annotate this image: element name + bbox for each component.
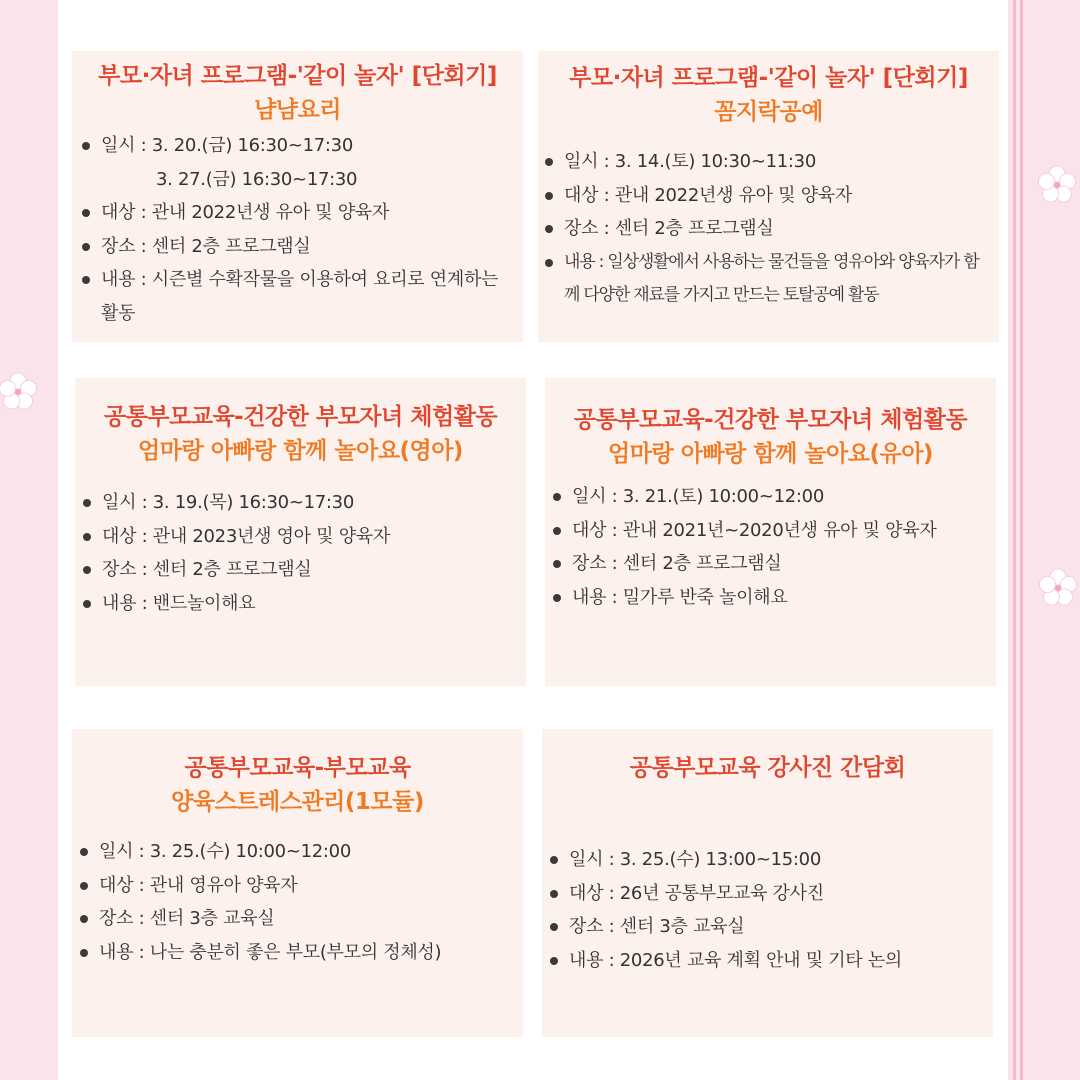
card-subtitle: 엄마랑 아빠랑 함께 놀아요(영아) (138, 438, 463, 464)
card-title: 공통부모교육 강사진 간담회 (629, 755, 906, 781)
bullet-icon (545, 259, 553, 267)
list-item: 일시 : 3. 19.(목) 16:30~17:30 (78, 486, 526, 520)
list-item: 일시 : 3. 14.(토) 10:30~11:30 (540, 145, 999, 179)
bullet-icon (80, 915, 88, 923)
card-title: 공통부모교육-부모교육 (184, 755, 411, 781)
flower-icon (1037, 165, 1077, 205)
flower-icon (1038, 568, 1078, 608)
card-title: 부모·자녀 프로그램-'같이 놀자' [단회기] (569, 65, 968, 91)
bullet-icon (80, 949, 88, 957)
flower-icon (0, 372, 38, 412)
bullet-icon (545, 192, 553, 200)
bullet-icon (550, 923, 558, 931)
bullet-icon (550, 890, 558, 898)
bullet-icon (553, 560, 561, 568)
list-item: 대상 : 관내 2021년~2020년생 유아 및 양육자 (548, 514, 996, 548)
bullet-icon (553, 527, 561, 535)
card-title: 부모·자녀 프로그램-'같이 놀자' [단회기] (98, 63, 497, 89)
bullet-icon (82, 142, 90, 150)
list-item: 장소 : 센터 2층 프로그램실 (548, 547, 996, 581)
bullet-icon (83, 600, 91, 608)
list-item: 내용 : 밀가루 반죽 놀이해요 (548, 581, 996, 615)
list-item: 일시 : 3. 25.(수) 13:00~15:00 (545, 843, 993, 877)
decorative-stripe (1013, 0, 1016, 1080)
bullet-icon (83, 533, 91, 541)
program-card-crafts (538, 51, 999, 342)
bullet-icon (550, 856, 558, 864)
bullet-icon (83, 566, 91, 574)
program-card-cooking (72, 51, 523, 342)
list-item: 대상 : 26년 공통부모교육 강사진 (545, 877, 993, 911)
program-card-infant-play (75, 378, 526, 686)
list-item: 장소 : 센터 2층 프로그램실 (77, 230, 523, 264)
list-item: 대상 : 관내 2023년생 영아 및 양육자 (78, 520, 526, 554)
list-item: 일시 : 3. 21.(토) 10:00~12:00 (548, 480, 996, 514)
card-title: 공통부모교육-건강한 부모자녀 체험활동 (573, 407, 968, 433)
list-item: 장소 : 센터 2층 프로그램실 (540, 212, 999, 246)
list-item: 일시 : 3. 20.(금) 16:30~17:30 (77, 129, 523, 163)
list-item: 장소 : 센터 3층 교육실 (75, 902, 523, 936)
bullet-icon (80, 882, 88, 890)
card-subtitle: 엄마랑 아빠랑 함께 놀아요(유아) (608, 441, 933, 467)
list-item: 대상 : 관내 2022년생 유아 및 양육자 (540, 179, 999, 213)
card-subtitle: 양육스트레스관리(1모듈) (171, 789, 424, 815)
card-subtitle: 꼼지락공예 (714, 99, 823, 125)
bullet-icon (82, 276, 90, 284)
list-item: 장소 : 센터 2층 프로그램실 (78, 553, 526, 587)
card-title: 공통부모교육-건강한 부모자녀 체험활동 (103, 404, 498, 430)
list-item: 내용 : 시즌별 수확작물을 이용하여 요리로 연계하는 활동 (77, 263, 501, 330)
list-item: 대상 : 관내 2022년생 유아 및 양육자 (77, 196, 523, 230)
list-item: 내용 : 일상생활에서 사용하는 물건들을 영유아와 양육자가 함께 다양한 재료를 가지고 만드는 토탈공예 활동 (540, 246, 984, 313)
bullet-icon (545, 158, 553, 166)
bullet-icon (80, 848, 88, 856)
list-item: 내용 : 밴드놀이해요 (78, 587, 526, 621)
list-item: 내용 : 2026년 교육 계획 안내 및 기타 논의 (545, 944, 993, 978)
bullet-icon (553, 493, 561, 501)
decorative-stripe (1020, 0, 1023, 1080)
bullet-icon (82, 209, 90, 217)
list-item: 대상 : 관내 영유아 양육자 (75, 869, 523, 903)
bullet-icon (82, 243, 90, 251)
list-item: 내용 : 나는 충분히 좋은 부모(부모의 정체성) (75, 936, 523, 970)
list-item: 3. 27.(금) 16:30~17:30 (156, 168, 358, 190)
program-card-stress-management (72, 729, 523, 1037)
program-card-instructor-meeting (542, 729, 993, 1037)
bullet-icon (545, 225, 553, 233)
list-item: 장소 : 센터 3층 교육실 (545, 910, 993, 944)
card-subtitle: 냠냠요리 (254, 97, 341, 123)
list-item: 일시 : 3. 25.(수) 10:00~12:00 (75, 835, 523, 869)
program-card-toddler-play (545, 378, 996, 686)
bullet-icon (550, 957, 558, 965)
bullet-icon (553, 594, 561, 602)
bullet-icon (83, 499, 91, 507)
